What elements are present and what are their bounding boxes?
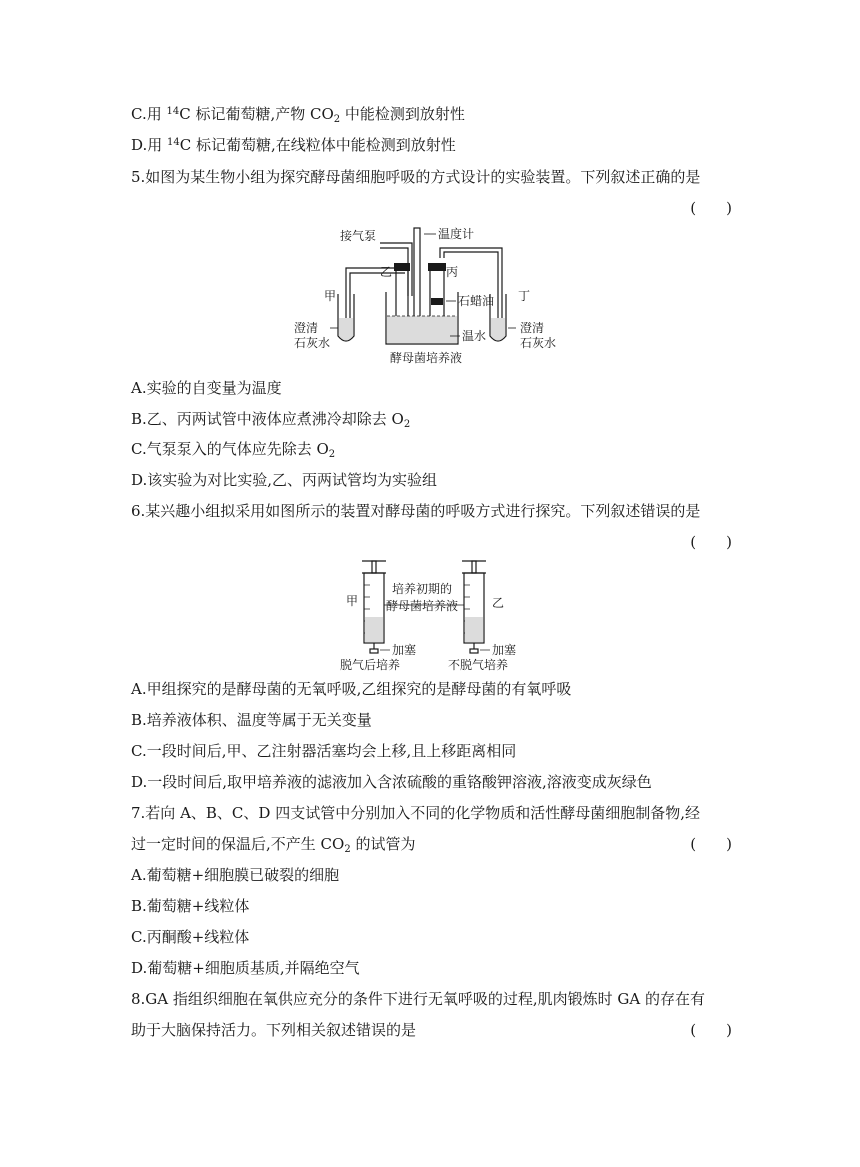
pump-label: 接气泵 [340,229,377,243]
q6-answer-bracket: ( ) [690,533,732,551]
thermometer-label: 温度计 [438,227,475,241]
condition-left-label: 脱气后培养 [340,658,401,672]
q5-option-d: D.该实验为对比实验,乙、丙两试管均为实验组 [131,471,438,489]
q8-stem-line1: 8.GA 指组织细胞在氧供应充分的条件下进行无氧呼吸的过程,肌肉锻炼时 GA 的存在有 [131,990,706,1008]
q5-apparatus-figure [280,218,580,370]
condition-right-label: 不脱气培养 [448,658,509,672]
q5-option-b: B.乙、丙两试管中液体应煮沸冷却除去 $O_2$ [131,410,411,430]
q7-option-d: D.葡萄糖+细胞质基质,并隔绝空气 [131,959,360,977]
syringe-yi-label: 乙 [492,596,505,610]
limewater-left-line1: 澄清 [294,321,319,335]
syringe-jia-label: 甲 [346,594,359,608]
q5-option-c: C.气泵泵入的气体应先除去 $O_2$ [131,440,336,460]
tube-ding-label: 丁 [518,289,531,303]
limewater-right-line1: 澄清 [520,321,545,335]
q4-option-c: C.用 $^{14}$C 标记葡萄糖,产物 $CO_2$ 中能检测到放射性 [131,105,465,125]
culture-label-line1: 培养初期的 [392,582,453,596]
q5-option-a: A.实验的自变量为温度 [131,379,282,397]
q4-option-d: D.用 $^{14}$C 标记葡萄糖,在线粒体中能检测到放射性 [131,136,456,154]
q8-answer-bracket: ( ) [690,1021,732,1039]
limewater-right-line2: 石灰水 [520,336,557,350]
plug-left-label: 加塞 [392,643,417,657]
q7-option-b: B.葡萄糖+线粒体 [131,897,250,915]
q5-answer-bracket: ( ) [690,199,732,217]
q6-option-b: B.培养液体积、温度等属于无关变量 [131,711,372,729]
q6-option-c: C.一段时间后,甲、乙注射器活塞均会上移,且上移距离相同 [131,742,517,760]
limewater-left-line2: 石灰水 [294,336,331,350]
plug-right-label: 加塞 [492,643,517,657]
q8-stem-line2: 助于大脑保持活力。下列相关叙述错误的是 [131,1021,417,1039]
culture-label-line2: 酵母菌培养液 [386,599,459,613]
tube-bing-label: 丙 [446,265,459,279]
tube-yi-label: 乙 [380,265,393,279]
q7-option-c: C.丙酮酸+线粒体 [131,928,250,946]
paraffin-label: 石蜡油 [458,294,495,308]
q6-option-d: D.一段时间后,取甲培养液的滤液加入含浓硫酸的重铬酸钾溶液,溶液变成灰绿色 [131,773,652,791]
q7-stem-line2: 过一定时间的保温后,不产生 $CO_2$ 的试管为 [131,835,416,855]
q5-stem: 5.如图为某生物小组为探究酵母菌细胞呼吸的方式设计的实验装置。下列叙述正确的是 [131,168,701,186]
q7-option-a: A.葡萄糖+细胞膜已破裂的细胞 [131,866,340,884]
q7-stem-line1: 7.若向 A、B、C、D 四支试管中分别加入不同的化学物质和活性酵母菌细胞制备物,经 [131,804,700,822]
tube-jia-label: 甲 [324,289,337,303]
q6-option-a: A.甲组探究的是酵母菌的无氧呼吸,乙组探究的是酵母菌的有氧呼吸 [131,680,572,698]
warm-water-label: 温水 [462,329,487,343]
q6-syringe-figure [340,555,530,672]
q7-answer-bracket: ( ) [690,835,732,853]
yeast-culture-label: 酵母菌培养液 [390,351,463,365]
q6-stem: 6.某兴趣小组拟采用如图所示的装置对酵母菌的呼吸方式进行探究。下列叙述错误的是 [131,502,701,520]
